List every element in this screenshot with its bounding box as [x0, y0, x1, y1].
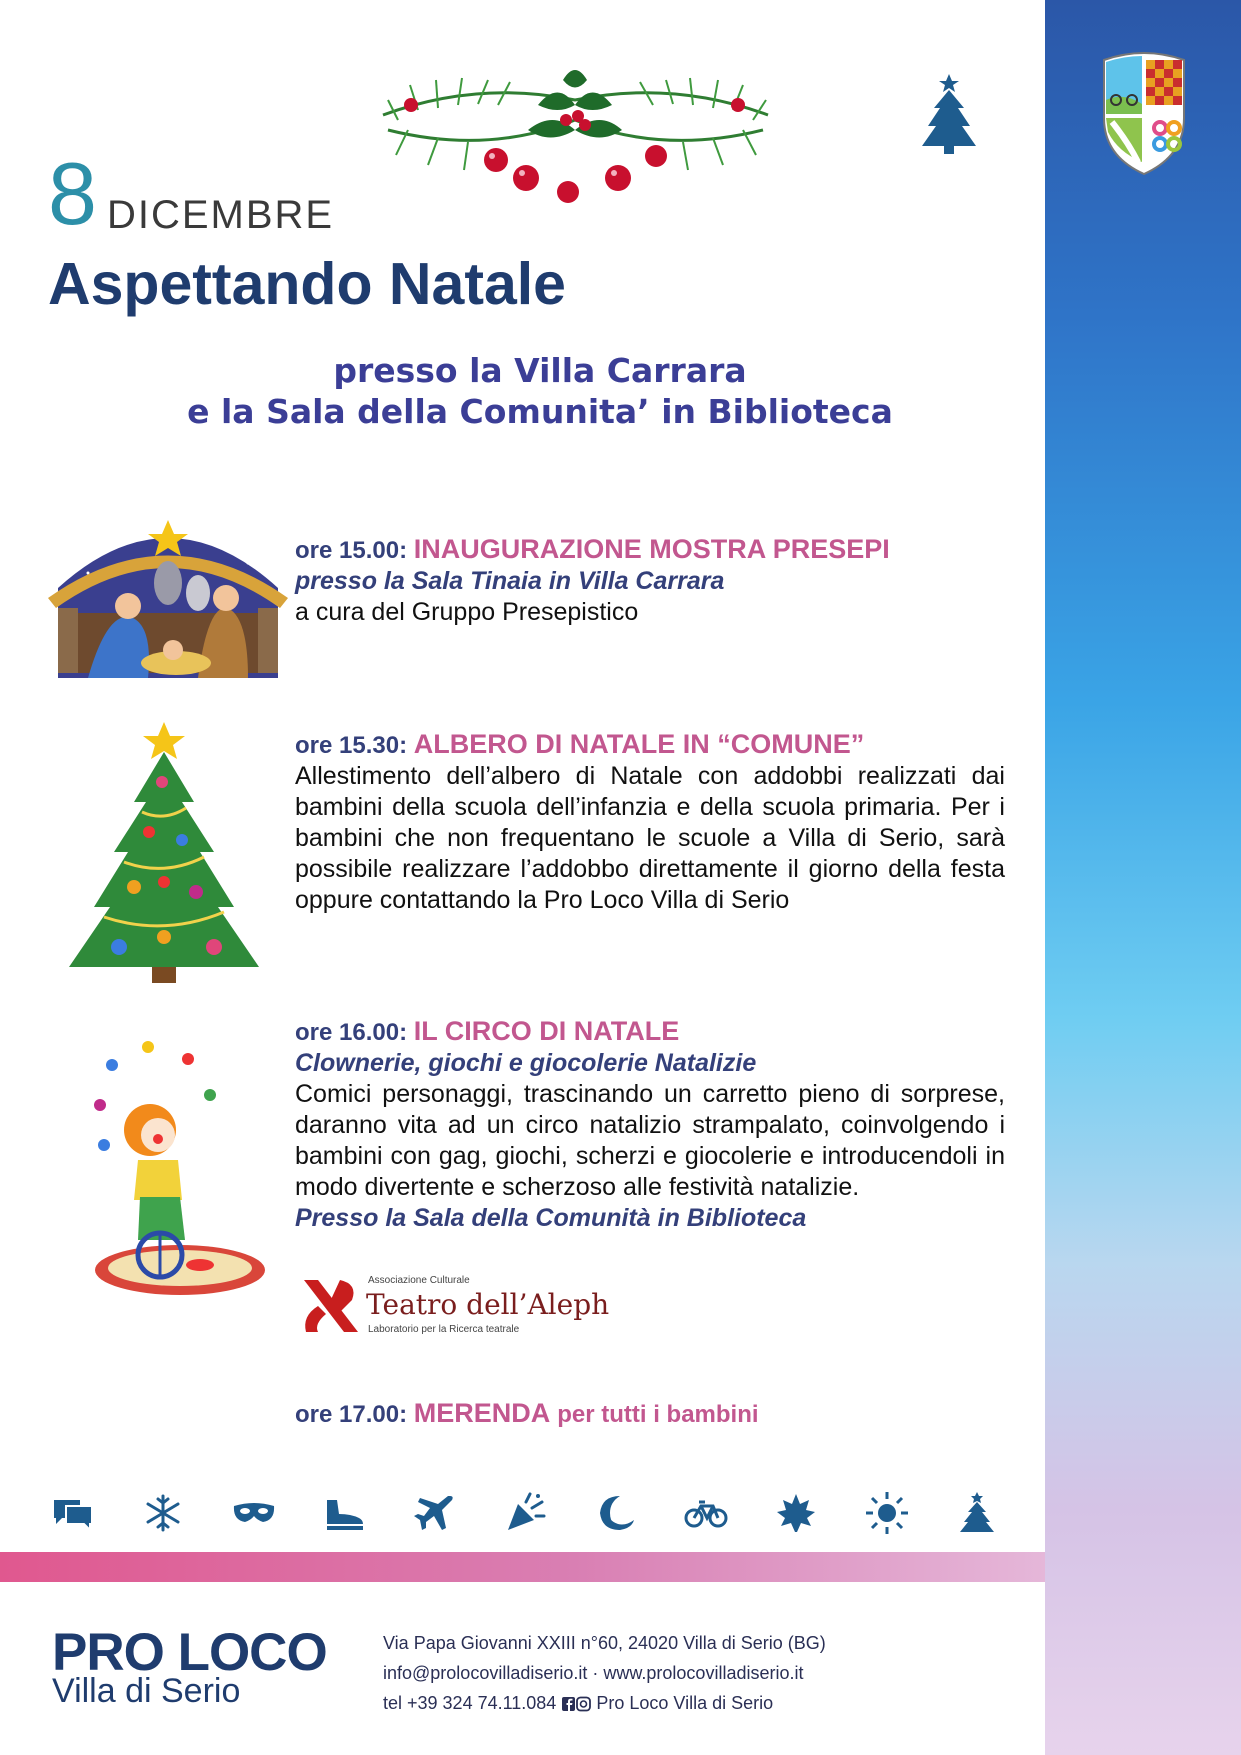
tree-icon — [954, 1490, 1000, 1536]
event-time: ore 17.00 — [295, 1401, 400, 1428]
page-title: Aspettando Natale — [48, 251, 566, 317]
event-place: Presso la Sala della Comunità in Biblioteca — [295, 1204, 807, 1232]
event-name: ALBERO DI NATALE IN “COMUNE” — [413, 729, 865, 759]
event-date — [48, 144, 335, 243]
aleph-x-icon — [300, 1276, 362, 1336]
snowflake-icon — [140, 1490, 186, 1536]
sun-icon — [864, 1490, 910, 1536]
mask-icon — [231, 1490, 277, 1536]
event-presepi: ore 15.00: INAUGURAZIONE MOSTRA PRESEPI presso la Sala Tinaia in Villa Carrara a cura del Gruppo Presepistico — [295, 534, 1005, 628]
email-link[interactable]: info@prolocovilladiserio.it — [383, 1663, 588, 1683]
event-name: MERENDA — [413, 1398, 551, 1428]
shoe-icon — [321, 1490, 367, 1536]
airplane-icon — [412, 1490, 458, 1536]
juggling-clown-icon — [90, 1035, 270, 1300]
event-time: ore 16.00 — [295, 1019, 400, 1046]
event-day: 8 — [48, 144, 97, 243]
event-subtitle: Clownerie, giochi e giocolerie Natalizie — [295, 1049, 757, 1077]
aleph-tagline: Laboratorio per la Ricerca teatrale — [368, 1324, 520, 1335]
event-time: ore 15.00 — [295, 537, 400, 564]
nativity-scene-icon — [48, 508, 288, 678]
christmas-tree-icon — [918, 74, 980, 156]
event-merenda: ore 17.00: MERENDA per tutti i bambini — [295, 1398, 759, 1428]
org-location: Villa di Serio — [52, 1672, 241, 1710]
event-body: Comici personaggi, trascinando un carretto pieno di sorprese, daranno vita ad un circo natalizio strampalato, coinvolgendo i bambini con gag, giochi, scherzi e giocolerie e introducendoli in modo divertente e scherzoso alle festività natalizie. — [295, 1080, 1005, 1201]
location-line-2: e la Sala della Comunita’ in Biblioteca — [187, 392, 893, 431]
event-circo: ore 16.00: IL CIRCO DI NATALE Clownerie, giochi e giocolerie Natalizie Comici personaggi, trascinando un carretto pieno di sorprese, daranno vita ad un circo natalizio strampalato, coinvolgendo i bambini con gag, giochi, scherzi e giocolerie e introducendoli in modo divertente e scherzoso alle festività natalizie. Presso la Sala della Comunità in Biblioteca — [295, 1016, 1005, 1232]
org-name: PRO LOCO — [52, 1623, 327, 1682]
holly-garland-icon — [378, 60, 773, 210]
teatro-aleph-logo — [300, 1272, 610, 1340]
event-time: ore 15.30 — [295, 732, 400, 759]
event-body: Allestimento dell’albero di Natale con addobbi realizzati dai bambini della scuola dell’infanzia e della scuola primaria. Per i bambini che non frequentano le scuole a Villa di Serio, sarà possibile realizzare l’addobbo direttamente il giorno della festa oppure contattando la Pro Loco Villa di Serio — [295, 762, 1005, 914]
decorated-tree-icon — [64, 722, 264, 987]
address: Via Papa Giovanni XXIII n°60, 24020 Villa di Serio (BG) — [383, 1633, 826, 1653]
phone-number: tel +39 324 74.11.084 — [383, 1693, 557, 1713]
aleph-assoc-label: Associazione Culturale — [368, 1275, 470, 1286]
event-albero: ore 15.30: ALBERO DI NATALE IN “COMUNE” Allestimento dell’albero di Natale con addobbi realizzati dai bambini della scuola dell’infanzia e della scuola primaria. Per i bambini che non frequentano le scuole a Villa di Serio, sarà possibile realizzare l’addobbo direttamente il giorno della festa oppure contattando la Pro Loco Villa di Serio — [295, 729, 1005, 914]
event-name: INAUGURAZIONE MOSTRA PRESEPI — [413, 534, 890, 564]
event-name: IL CIRCO DI NATALE — [413, 1016, 680, 1046]
social-handle[interactable]: Pro Loco Villa di Serio — [596, 1693, 774, 1713]
moon-icon — [592, 1490, 638, 1536]
chat-icon — [50, 1490, 96, 1536]
bicycle-icon — [683, 1490, 729, 1536]
aleph-brand-name: Teatro dell’Aleph — [366, 1288, 610, 1321]
facebook-instagram-icon — [561, 1696, 591, 1712]
decorative-sidebar — [1045, 0, 1241, 1755]
website-link[interactable]: www.prolocovilladiserio.it — [603, 1663, 804, 1683]
leaf-icon — [773, 1490, 819, 1536]
crest-logo — [1098, 52, 1190, 176]
event-subtitle: presso la Sala Tinaia in Villa Carrara — [295, 567, 725, 595]
location-subtitle — [100, 350, 980, 432]
event-suffix: per tutti i bambini — [557, 1401, 759, 1428]
contact-separator: · — [592, 1663, 599, 1683]
event-body: a cura del Gruppo Presepistico — [295, 598, 639, 626]
location-line-1: presso la Villa Carrara — [333, 351, 747, 390]
activity-icon-strip — [50, 1490, 1000, 1536]
event-month: DICEMBRE — [106, 193, 335, 237]
party-popper-icon — [502, 1490, 548, 1536]
footer-stripe — [0, 1552, 1045, 1582]
contact-info — [383, 1628, 826, 1718]
